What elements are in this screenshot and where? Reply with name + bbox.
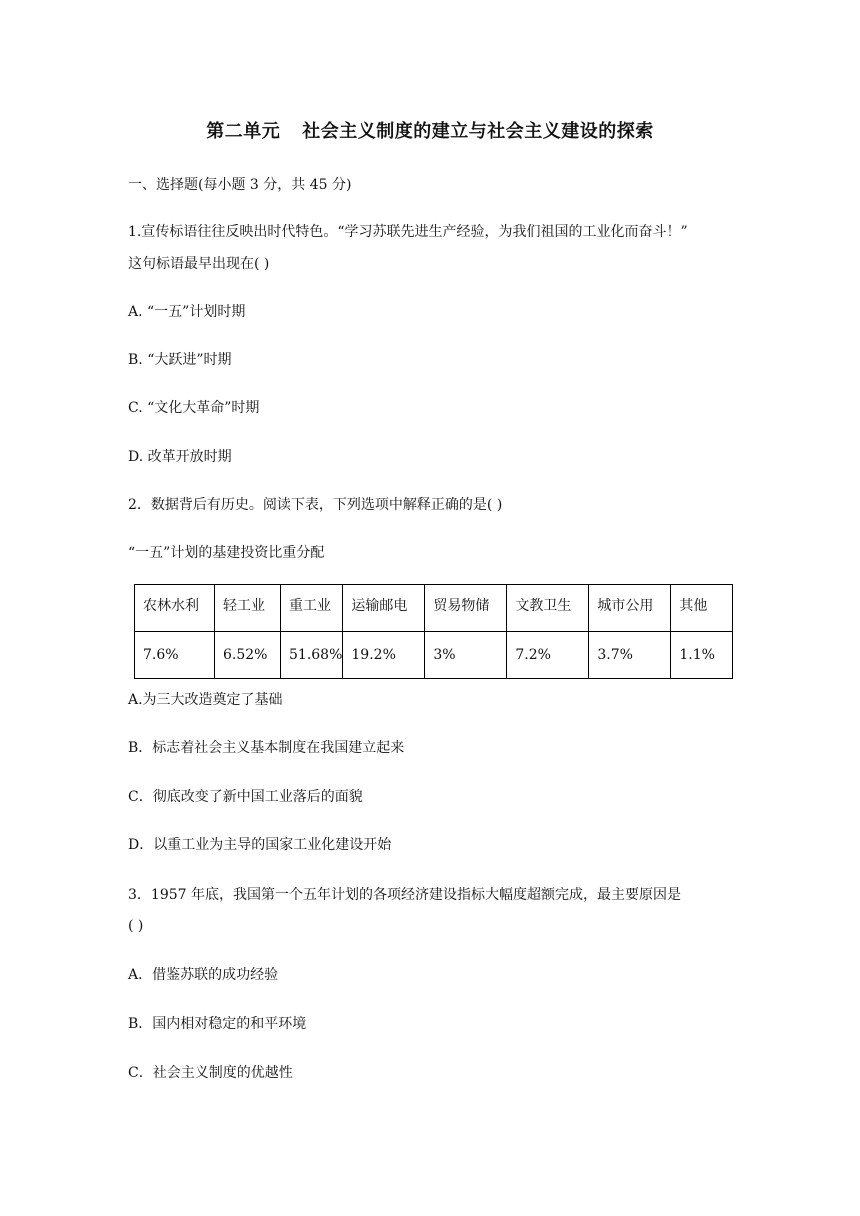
table-cell: 1.1% [671, 632, 733, 679]
q3-stem-line2: ( ) [128, 918, 144, 934]
unit-topic: 社会主义制度的建立与社会主义建设的探索 [302, 121, 654, 142]
table-header-cell: 轻工业 [215, 585, 281, 632]
q1-option-d: D. 改革开放时期 [128, 449, 232, 465]
table-cell: 7.2% [507, 632, 589, 679]
table-cell: 19.2% [343, 632, 425, 679]
table-cell: 3% [425, 632, 507, 679]
table-row [135, 632, 733, 679]
q2-option-c: C．彻底改变了新中国工业落后的面貌 [128, 789, 363, 805]
table-header-cell: 文教卫生 [507, 585, 589, 632]
table-header-cell: 农林水利 [135, 585, 215, 632]
q3-option-c: C．社会主义制度的优越性 [128, 1065, 293, 1081]
unit-label: 第二单元 [206, 121, 281, 142]
table-header-cell: 其他 [671, 585, 733, 632]
table-header-row [135, 585, 733, 632]
q2-option-a: A.为三大改造奠定了基础 [128, 692, 283, 708]
table-cell: 7.6% [135, 632, 215, 679]
table-cell: 6.52% [215, 632, 281, 679]
q1-stem-line2: 这句标语最早出现在( ) [128, 256, 270, 272]
q1-option-c: C. “文化大革命”时期 [128, 400, 260, 416]
table-header-cell: 运输邮电 [343, 585, 425, 632]
table-cell: 51.68% [281, 632, 343, 679]
investment-table [134, 584, 733, 679]
table-header-cell: 重工业 [281, 585, 343, 632]
q1-option-b: B. “大跃进”时期 [128, 352, 232, 368]
q3-option-a: A．借鉴苏联的成功经验 [128, 967, 279, 983]
q3-stem-line1: 3．1957 年底，我国第一个五年计划的各项经济建设指标大幅度超额完成，最主要原因是 [128, 887, 681, 903]
q2-stem: 2．数据背后有历史。阅读下表，下列选项中解释正确的是( ) [128, 497, 503, 513]
table-header-cell: 贸易物储 [425, 585, 507, 632]
q2-option-d: D．以重工业为主导的国家工业化建设开始 [128, 837, 392, 853]
table-cell: 3.7% [589, 632, 671, 679]
section-heading: 一、选择题(每小题 3 分，共 45 分) [128, 177, 352, 193]
q3-option-b: B．国内相对稳定的和平环境 [128, 1016, 307, 1032]
q2-table-title: “一五”计划的基建投资比重分配 [128, 545, 325, 561]
q1-stem-line1: 1.宣传标语往往反映出时代特色。“学习苏联先进生产经验，为我们祖国的工业化而奋斗！” [128, 224, 688, 240]
q1-option-a: A. “一五”计划时期 [128, 304, 246, 320]
page-title [0, 117, 860, 143]
q2-option-b: B．标志着社会主义基本制度在我国建立起来 [128, 740, 405, 756]
table-header-cell: 城市公用 [589, 585, 671, 632]
